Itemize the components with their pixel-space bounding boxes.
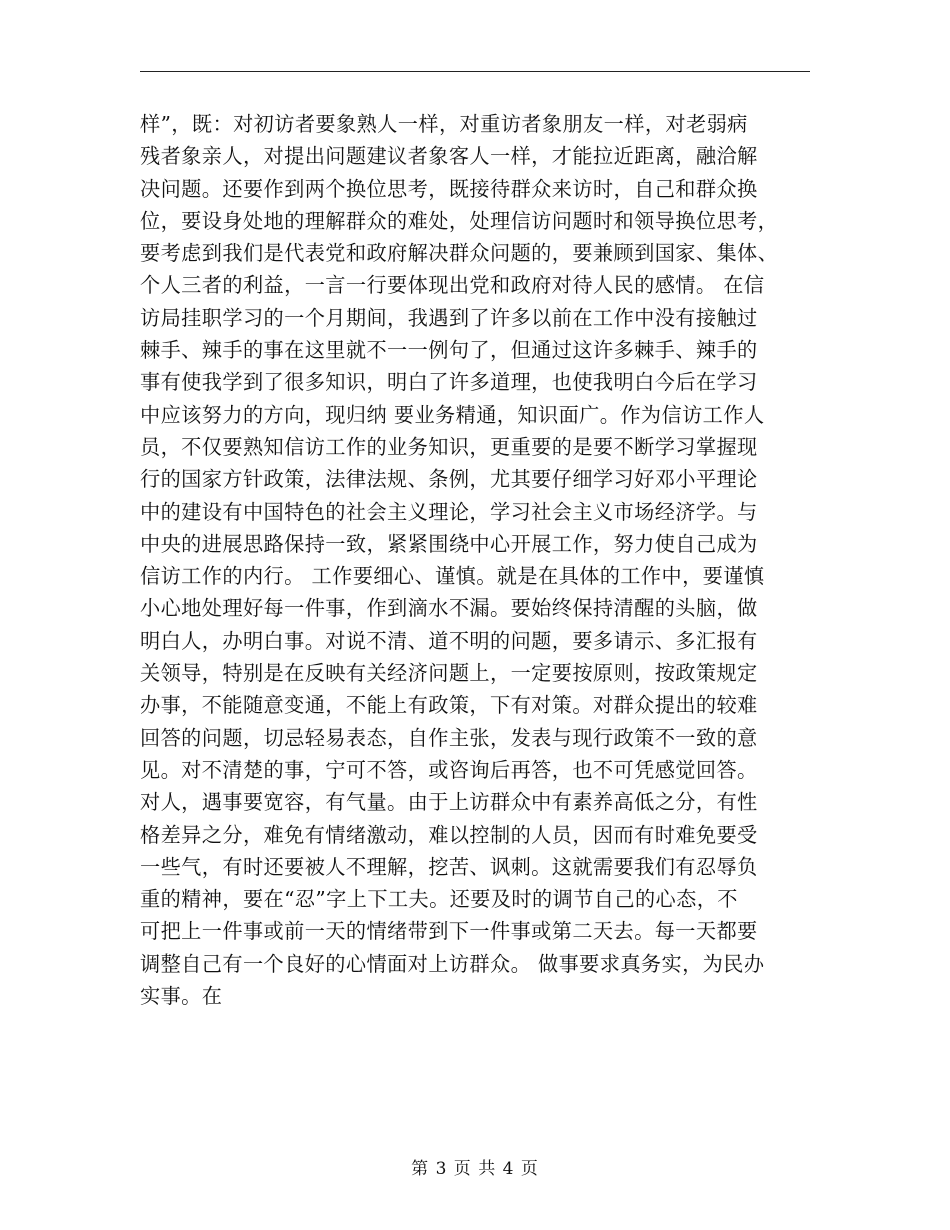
header-rule: [140, 71, 810, 72]
body-paragraph: 样”，既：对初访者要象熟人一样，对重访者象朋友一样，对老弱病 残者象亲人，对提出问题建议者象客人一样，才能拉近距离，融洽解 决问题。还要作到两个换位思考，既接待群众来访时，自己和群众换 位，要设身处地的理解群众的难处，处理信访问题时和领导换位思考， 要考虑到我们是代表党和政府解决群众问题的，要兼顾到国家、集体、 个人三者的利益，一言一行要体现出党和政府对待人民的感情。 在信 访局挂职学习的一个月期间，我遇到了许多以前在工作中没有接触过 棘手、辣手的事在这里就不一一例句了，但通过这许多棘手、辣手的 事有使我学到了很多知识，明白了许多道理，也使我明白今后在学习 中应该努力的方向，现归纳 要业务精通，知识面广。作为信访工作人 员，不仅要熟知信访工作的业务知识，更重要的是要不断学习掌握现 行的国家方针政策，法律法规、条例，尤其要仔细学习好邓小平理论 中的建设有中国特色的社会主义理论，学习社会主义市场经济学。与 中央的进展思路保持一致，紧紧围绕中心开展工作，努力使自己成为 信访工作的内行。 工作要细心、谨慎。就是在具体的工作中，要谨慎 小心地处理好每一件事，作到滴水不漏。要始终保持清醒的头脑，做 明白人，办明白事。对说不清、道不明的问题，要多请示、多汇报有 关领导，特别是在反映有关经济问题上，一定要按原则，按政策规定 办事，不能随意变通，不能上有政策，下有对策。对群众提出的较难 回答的问题，切忌轻易表态，自作主张，发表与现行政策不一致的意 见。对不清楚的事，宁可不答，或咨询后再答，也不可凭感觉回答。 对人，遇事要宽容，有气量。由于上访群众中有素养高低之分，有性 格差异之分，难免有情绪激动，难以控制的人员，因而有时难免要受 一些气，有时还要被人不理解，挖苦、讽刺。这就需要我们有忍辱负 重的精神，要在“忍”字上下工夫。还要及时的调节自己的心态，不 可把上一件事或前一天的情绪带到下一件事或第二天去。每一天都要 调整自己有一个良好的心情面对上访群众。 做事要求真务实，为民办 实事。在: [140, 112, 779, 1009]
page-number: 第 3 页 共 4 页: [411, 1159, 539, 1179]
